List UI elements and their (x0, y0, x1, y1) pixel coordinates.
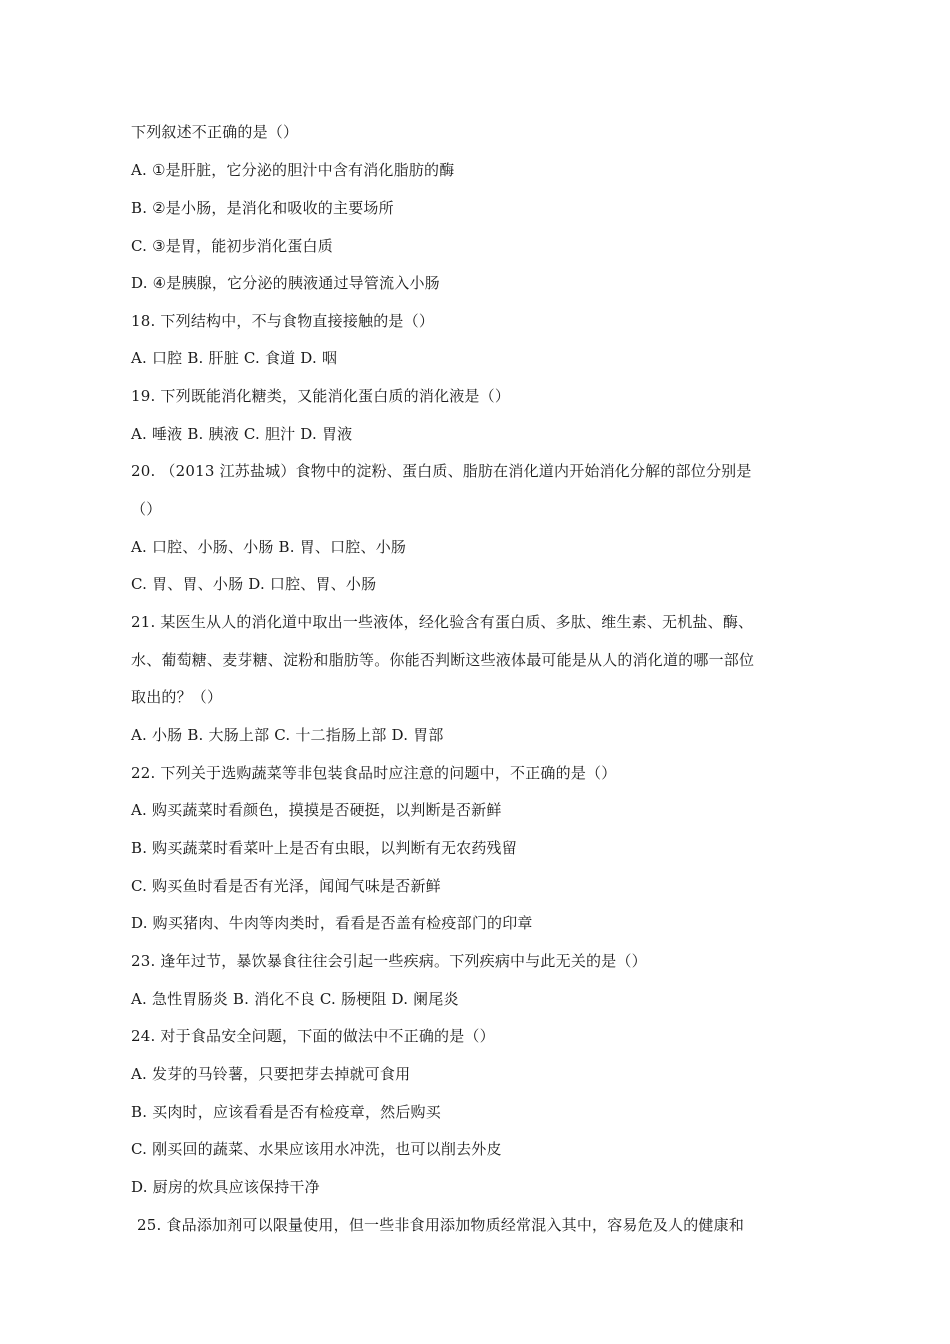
question-24-stem: 24. 对于食品安全问题，下面的做法中不正确的是（） (131, 1027, 495, 1045)
question-18-options: A. 口腔 B. 肝脏 C. 食道 D. 咽 (131, 349, 338, 367)
question-25-stem: 25. 食品添加剂可以限量使用，但一些非食用添加物质经常混入其中，容易危及人的健康和 (137, 1216, 745, 1234)
question-24-option-c: C. 刚买回的蔬菜、水果应该用水冲洗，也可以削去外皮 (131, 1140, 502, 1158)
question-24-option-a: A. 发芽的马铃薯，只要把芽去掉就可食用 (131, 1065, 411, 1083)
question-17-option-d: D. ④是胰腺，它分泌的胰液通过导管流入小肠 (131, 274, 440, 292)
question-24-option-b: B. 买肉时，应该看看是否有检疫章，然后购买 (131, 1103, 441, 1121)
question-20-stem-cont: （） (131, 500, 162, 518)
question-17-stem: 下列叙述不正确的是（） (131, 123, 299, 141)
question-22-option-c: C. 购买鱼时看是否有光泽，闻闻气味是否新鲜 (131, 877, 441, 895)
question-18-stem: 18. 下列结构中，不与食物直接接触的是（） (131, 312, 435, 330)
question-21-stem-cont-2: 取出的？（） (131, 688, 223, 706)
question-17-option-b: B. ②是小肠，是消化和吸收的主要场所 (131, 199, 394, 217)
question-23-stem: 23. 逢年过节，暴饮暴食往往会引起一些疾病。下列疾病中与此无关的是（） (131, 952, 647, 970)
question-21-options: A. 小肠 B. 大肠上部 C. 十二指肠上部 D. 胃部 (131, 726, 444, 744)
question-22-option-d: D. 购买猪肉、牛肉等肉类时，看看是否盖有检疫部门的印章 (131, 914, 533, 932)
question-22-option-b: B. 购买蔬菜时看菜叶上是否有虫眼，以判断有无农药残留 (131, 839, 517, 857)
question-21-stem-cont-1: 水、葡萄糖、麦芽糖、淀粉和脂肪等。你能否判断这些液体最可能是从人的消化道的哪一部位 (131, 651, 755, 669)
question-17-option-a: A. ①是肝脏，它分泌的胆汁中含有消化脂肪的酶 (131, 161, 455, 179)
question-22-option-a: A. 购买蔬菜时看颜色，摸摸是否硬挺，以判断是否新鲜 (131, 801, 502, 819)
question-21-stem: 21. 某医生从人的消化道中取出一些液体，经化验含有蛋白质、多肽、维生素、无机盐、酶、 (131, 613, 754, 631)
question-20-options-cd: C. 胃、胃、小肠 D. 口腔、胃、小肠 (131, 575, 377, 593)
question-19-options: A. 唾液 B. 胰液 C. 胆汁 D. 胃液 (131, 425, 353, 443)
question-23-options: A. 急性胃肠炎 B. 消化不良 C. 肠梗阻 D. 阑尾炎 (131, 990, 459, 1008)
question-20-options-ab: A. 口腔、小肠、小肠 B. 胃、口腔、小肠 (131, 538, 407, 556)
question-22-stem: 22. 下列关于选购蔬菜等非包装食品时应注意的问题中，不正确的是（） (131, 764, 617, 782)
question-17-option-c: C. ③是胃，能初步消化蛋白质 (131, 237, 333, 255)
question-24-option-d: D. 厨房的炊具应该保持干净 (131, 1178, 320, 1196)
question-20-stem: 20. （2013 江苏盐城）食物中的淀粉、蛋白质、脂肪在消化道内开始消化分解的部位分别是 (131, 462, 752, 480)
question-19-stem: 19. 下列既能消化糖类，又能消化蛋白质的消化液是（） (131, 387, 511, 405)
